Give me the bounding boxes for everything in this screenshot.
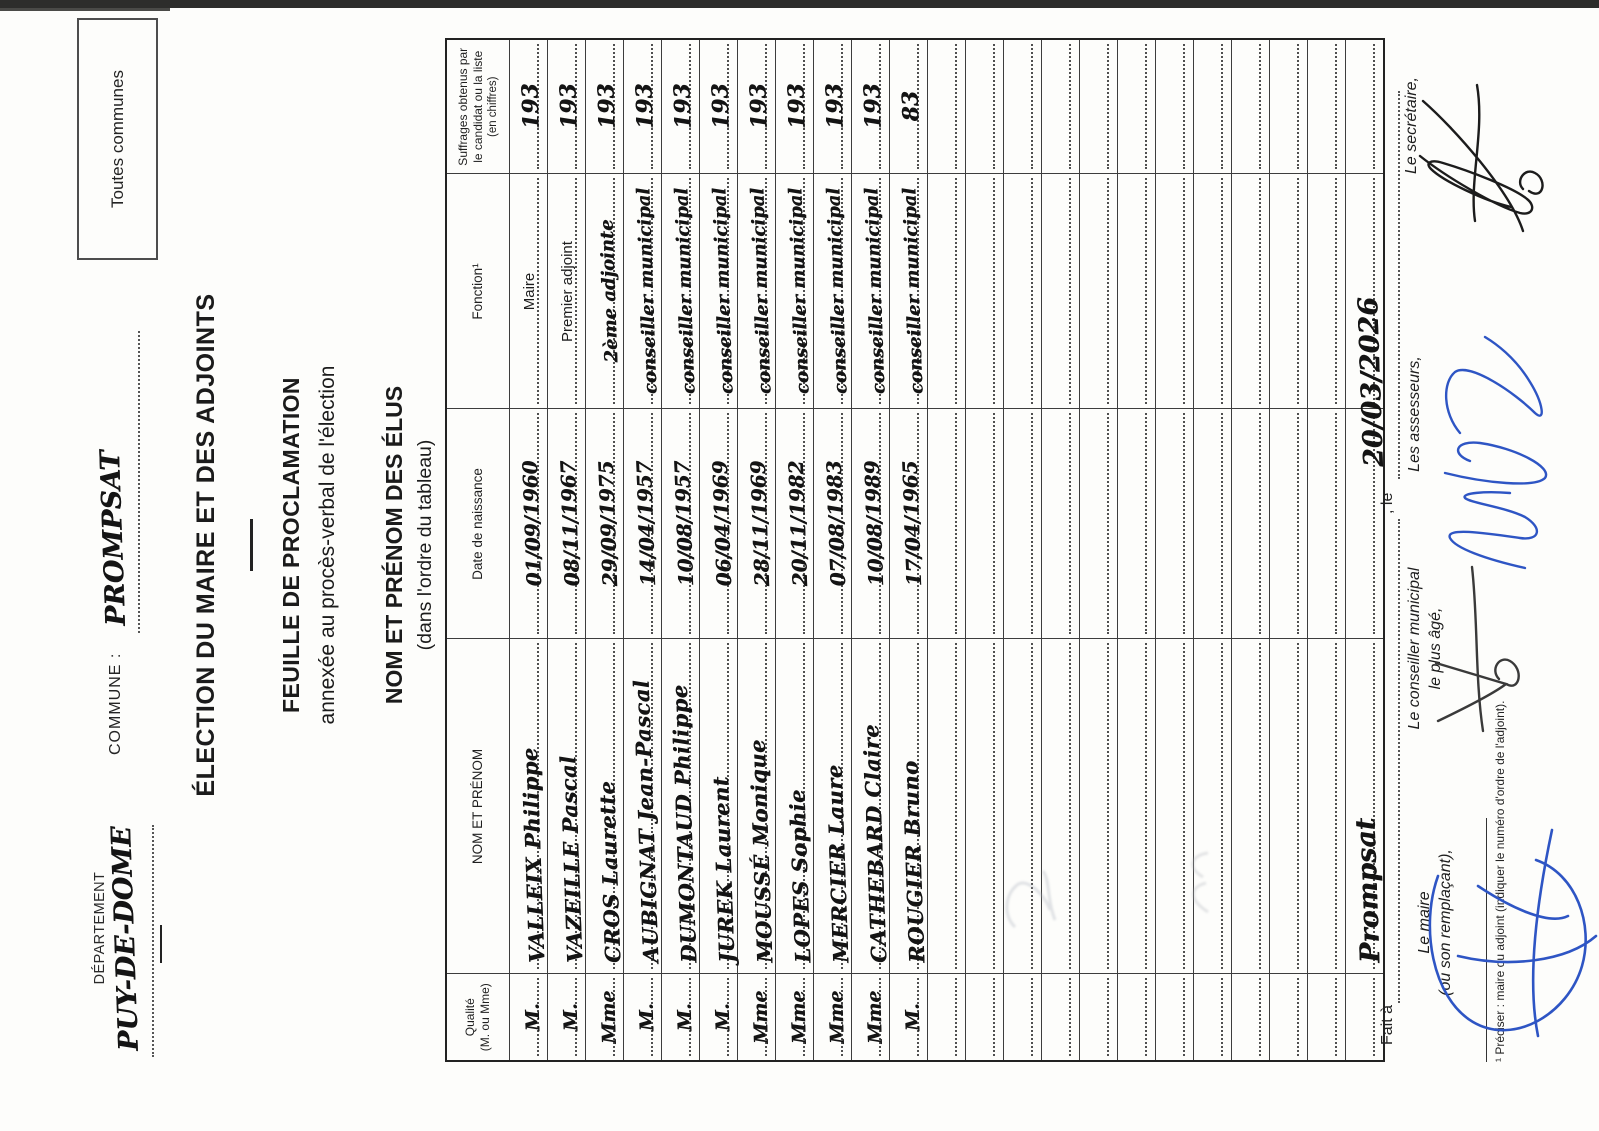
table-row [776, 39, 814, 1061]
assesseurs-signature-ink [1425, 333, 1570, 583]
header-naissance: Date de naissance [446, 409, 510, 639]
commune-label: COMMUNE : [107, 652, 124, 755]
conseiller-signature-label: Le conseiller municipal le plus âgé, [1406, 567, 1444, 730]
dotted-line [955, 44, 957, 170]
departement-handwritten-value: PUY-DE-DOME [106, 826, 145, 1052]
handwritten-suffrages: 193 [707, 83, 735, 131]
date-handwritten-value: 20/03/2026 [1353, 296, 1390, 468]
dotted-line [1297, 644, 1299, 970]
sheet-subtitle: annexée au procès-verbal de l'élection [316, 365, 339, 725]
dotted-line [1183, 179, 1185, 405]
dotted-line [1107, 414, 1109, 635]
handwritten-qualite: M. [559, 1003, 583, 1032]
table-row [1308, 39, 1346, 1061]
table-row [1270, 39, 1308, 1061]
handwritten-fonction: conseiller municipal [899, 188, 928, 395]
table-row [662, 39, 700, 1061]
handwritten-nom: ROUGIER Bruno [897, 760, 930, 964]
dotted-line [1259, 644, 1261, 970]
handwritten-naissance: 10/08/1957 [669, 460, 699, 588]
sheet-title: FEUILLE DE PROCLAMATION [278, 377, 304, 713]
le-label: , le [1379, 492, 1396, 514]
dotted-line [1031, 44, 1033, 170]
corner-box [77, 18, 158, 260]
dotted-line [1335, 179, 1337, 405]
handwritten-qualite: M. [673, 1003, 697, 1032]
dotted-line [1183, 644, 1185, 970]
handwritten-nom: MOUSSÉ Monique [744, 739, 778, 964]
handwritten-naissance: 06/04/1969 [707, 460, 737, 588]
handwritten-naissance: 10/08/1989 [859, 460, 889, 588]
handwritten-naissance: 28/11/1969 [745, 460, 775, 588]
footnote: ¹ Préciser : maire ou adjoint (indiquer le numéro d'ordre de l'adjoint). [1493, 700, 1507, 1062]
handwritten-suffrages: 193 [745, 83, 773, 131]
title-separator [250, 519, 253, 571]
dotted-line [1145, 414, 1147, 635]
dotted-line [1069, 414, 1071, 635]
dotted-line [993, 414, 995, 635]
handwritten-naissance: 08/11/1967 [555, 460, 585, 588]
handwritten-suffrages: 193 [555, 83, 583, 131]
dotted-line [1297, 179, 1299, 405]
dotted-line [1335, 414, 1337, 635]
fait-a-handwritten-value: Prompsat [1350, 817, 1387, 964]
header-fonction: Fonction¹ [446, 174, 510, 409]
dotted-line [1259, 979, 1261, 1057]
departement-dash [160, 925, 162, 963]
dotted-line [1145, 44, 1147, 170]
dotted-line [1183, 44, 1185, 170]
dotted-line [1145, 979, 1147, 1057]
dotted-line [1145, 644, 1147, 970]
handwritten-naissance: 17/04/1965 [897, 460, 927, 588]
handwritten-fonction: conseiller municipal [785, 188, 814, 395]
table-row [852, 39, 890, 1061]
dotted-line [1221, 644, 1223, 970]
table-row [548, 39, 586, 1061]
handwritten-nom: CATHEBARD Claire [858, 724, 892, 964]
dotted-line [1259, 44, 1261, 170]
printed-fonction: Maire [521, 272, 538, 311]
assesseurs-signature-label: Les assesseurs, [1406, 356, 1423, 472]
handwritten-suffrages: 193 [669, 83, 697, 131]
handwritten-naissance: 07/08/1983 [821, 460, 851, 588]
dotted-line [1221, 179, 1223, 405]
commune-handwritten-value: PROMPSAT [94, 449, 133, 627]
scan-edge [0, 0, 1599, 8]
printed-fonction: Premier adjoint [559, 241, 576, 342]
dotted-line [1145, 179, 1147, 405]
dotted-line [1297, 44, 1299, 170]
fait-a-label: Fait à [1379, 1004, 1396, 1045]
table-row [890, 39, 928, 1061]
table-row [814, 39, 852, 1061]
dotted-line [1183, 414, 1185, 635]
dotted-line [1221, 44, 1223, 170]
handwritten-naissance: 20/11/1982 [783, 460, 813, 588]
handwritten-nom: VALLEIX Philippe [516, 747, 550, 964]
dotted-line [1335, 44, 1337, 170]
handwritten-fonction: conseiller municipal [823, 188, 852, 395]
handwritten-qualite: M. [635, 1003, 659, 1032]
handwritten-suffrages: 193 [783, 83, 811, 131]
table-row [738, 39, 776, 1061]
handwritten-naissance: 29/09/1975 [593, 460, 623, 588]
dotted-line [955, 644, 957, 970]
handwritten-suffrages: 193 [631, 83, 659, 131]
table-row [624, 39, 662, 1061]
dotted-line [1297, 979, 1299, 1057]
handwritten-nom: VAZEILLE Pascal [555, 755, 588, 964]
main-title: ÉLECTION DU MAIRE ET DES ADJOINTS [192, 293, 220, 797]
handwritten-fonction: 2ème adjointe [596, 219, 623, 364]
handwritten-fonction: conseiller municipal [709, 188, 738, 395]
dotted-line [1259, 414, 1261, 635]
dotted-line [1069, 644, 1071, 970]
handwritten-naissance: 01/09/1960 [517, 460, 547, 588]
table-row [586, 39, 624, 1061]
handwritten-naissance: 14/04/1957 [631, 460, 661, 588]
handwritten-nom: LOPES Sophie [784, 789, 816, 964]
dotted-line [1183, 979, 1185, 1057]
header-suffrages: Suffrages obtenus par le candidat ou la liste (en chiffres) [446, 39, 510, 174]
list-subtitle: (dans l'ordre du tableau) [414, 439, 436, 651]
maire-signature-label: Le maire (ou son remplaçant), [1416, 849, 1454, 996]
handwritten-qualite: Mme [863, 990, 887, 1045]
table-row [700, 39, 738, 1061]
header-qualite: Qualité (M. ou Mme) [446, 974, 510, 1061]
handwritten-nom: JUREK Laurent [707, 776, 740, 964]
handwritten-nom: CROS Laurette [594, 780, 626, 964]
dotted-line [1069, 179, 1071, 405]
dotted-line [1335, 644, 1337, 970]
dotted-line [1031, 179, 1033, 405]
table-row [510, 39, 548, 1061]
secretaire-signature-ink [1415, 71, 1545, 251]
handwritten-qualite: M. [711, 1003, 735, 1032]
handwritten-nom: AUBIGNAT Jean-Pascal [628, 679, 664, 964]
table-row [1232, 39, 1270, 1061]
dotted-line [1031, 979, 1033, 1057]
handwritten-suffrages: 83 [897, 90, 925, 123]
dotted-line [1107, 44, 1109, 170]
table-header-row [446, 39, 510, 1061]
handwritten-qualite: Mme [749, 990, 773, 1045]
handwritten-qualite: Mme [787, 990, 811, 1045]
handwritten-qualite: M. [901, 1003, 925, 1032]
conseiller-signature-ink [1428, 559, 1523, 739]
secretaire-signature-label: Le secrétaire, [1403, 77, 1420, 174]
corner-box-label: Toutes communes [107, 70, 127, 208]
dotted-line [1107, 979, 1109, 1057]
handwritten-suffrages: 193 [821, 83, 849, 131]
handwritten-fonction: conseiller municipal [747, 188, 776, 395]
dotted-line [955, 179, 957, 405]
handwritten-fonction: conseiller municipal [671, 188, 700, 395]
dotted-line [1107, 179, 1109, 405]
dotted-line [1107, 644, 1109, 970]
header-nom: NOM ET PRÉNOM [446, 639, 510, 974]
handwritten-suffrages: 193 [859, 83, 887, 131]
handwritten-suffrages: 193 [593, 83, 621, 131]
dotted-line [993, 179, 995, 405]
ink-showthrough-mark [1178, 847, 1223, 917]
dotted-line [955, 414, 957, 635]
table-row [1080, 39, 1118, 1061]
handwritten-qualite: M. [521, 1003, 545, 1032]
dotted-line [1297, 414, 1299, 635]
handwritten-fonction: conseiller municipal [633, 188, 662, 395]
dotted-line [1221, 414, 1223, 635]
dotted-line [993, 44, 995, 170]
handwritten-qualite: Mme [825, 990, 849, 1045]
handwritten-nom: DUMONTAUD Philippe [666, 684, 702, 964]
handwritten-fonction: conseiller municipal [861, 188, 890, 395]
ink-showthrough-mark [995, 865, 1065, 935]
dotted-line [1031, 414, 1033, 635]
handwritten-qualite: Mme [597, 990, 621, 1045]
dotted-line [1069, 44, 1071, 170]
dotted-line [955, 979, 957, 1057]
dotted-line [993, 979, 995, 1057]
handwritten-nom: MERCIER Laure [821, 764, 854, 964]
table-row [1118, 39, 1156, 1061]
list-title: NOM ET PRÉNOM DES ÉLUS [381, 385, 407, 705]
handwritten-suffrages: 193 [517, 83, 545, 131]
maire-signature-ink [1418, 826, 1599, 1076]
departement-label: DÉPARTEMENT [92, 871, 108, 985]
dotted-line [1259, 179, 1261, 405]
dotted-line [1069, 979, 1071, 1057]
table-row [928, 39, 966, 1061]
dotted-line [1221, 979, 1223, 1057]
dotted-line [1335, 979, 1337, 1057]
